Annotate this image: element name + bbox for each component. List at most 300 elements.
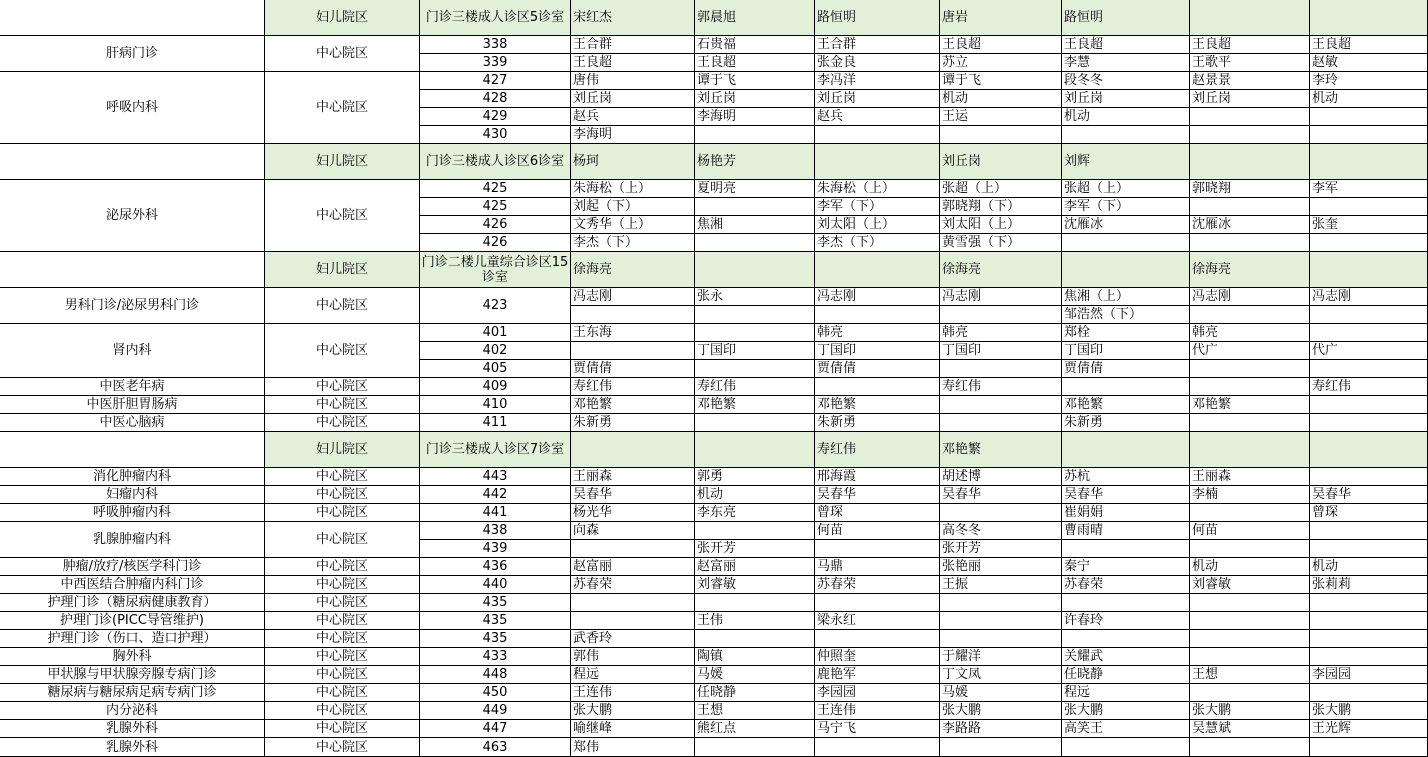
doctor-cell[interactable] [1310,738,1428,757]
room-cell[interactable]: 463 [420,738,571,757]
doctor-cell[interactable] [1190,144,1310,180]
doctor-cell[interactable] [1190,648,1310,666]
doctor-cell[interactable] [1310,684,1428,702]
doctor-cell[interactable]: 郭伟 [571,648,695,666]
campus-cell[interactable]: 中心院区 [265,594,420,612]
room-cell[interactable]: 409 [420,378,571,396]
doctor-cell[interactable] [940,414,1062,432]
doctor-cell[interactable]: 文秀华（上） [571,216,695,234]
department-cell[interactable]: 泌尿外科 [0,180,265,252]
room-cell[interactable]: 门诊三楼成人诊区6诊室 [420,144,571,180]
doctor-cell[interactable]: 冯志刚 [940,288,1062,306]
doctor-cell[interactable]: 吴春华 [940,486,1062,504]
doctor-cell[interactable]: 刘丘岗 [940,144,1062,180]
room-cell[interactable]: 402 [420,342,571,360]
campus-cell[interactable]: 中心院区 [265,702,420,720]
doctor-cell[interactable]: 刘睿敏 [695,576,815,594]
doctor-cell[interactable] [571,306,695,324]
doctor-cell[interactable]: 关耀武 [1062,648,1190,666]
doctor-cell[interactable]: 路恒明 [1062,0,1190,36]
doctor-cell[interactable]: 曾琛 [815,504,940,522]
doctor-cell[interactable] [1310,252,1428,288]
doctor-cell[interactable] [571,594,695,612]
campus-cell[interactable]: 中心院区 [265,720,420,738]
doctor-cell[interactable] [815,630,940,648]
campus-cell[interactable]: 中心院区 [265,468,420,486]
doctor-cell[interactable]: 马鼎 [815,558,940,576]
doctor-cell[interactable]: 王振 [940,576,1062,594]
doctor-cell[interactable] [695,306,815,324]
doctor-cell[interactable]: 苏春荣 [1062,576,1190,594]
doctor-cell[interactable]: 杨光华 [571,504,695,522]
doctor-cell[interactable]: 赵兵 [571,108,695,126]
doctor-cell[interactable]: 胡述博 [940,468,1062,486]
doctor-cell[interactable]: 张大鹏 [1062,702,1190,720]
doctor-cell[interactable]: 曾琛 [1310,504,1428,522]
doctor-cell[interactable] [815,594,940,612]
doctor-cell[interactable]: 王良超 [1310,36,1428,54]
doctor-cell[interactable] [815,144,940,180]
doctor-cell[interactable]: 沈雁冰 [1062,216,1190,234]
room-cell[interactable]: 门诊三楼成人诊区7诊室 [420,432,571,468]
campus-cell[interactable]: 中心院区 [265,180,420,252]
doctor-cell[interactable]: 焦湘 [695,216,815,234]
doctor-cell[interactable]: 张奎 [1310,216,1428,234]
doctor-cell[interactable]: 王丽森 [1190,468,1310,486]
doctor-cell[interactable] [1310,198,1428,216]
doctor-cell[interactable] [1062,378,1190,396]
doctor-cell[interactable]: 武香玲 [571,630,695,648]
doctor-cell[interactable]: 任晓静 [695,684,815,702]
doctor-cell[interactable]: 路恒明 [815,0,940,36]
doctor-cell[interactable]: 邢海霞 [815,468,940,486]
doctor-cell[interactable]: 李慧 [1062,54,1190,72]
doctor-cell[interactable]: 赵富丽 [695,558,815,576]
doctor-cell[interactable] [1190,234,1310,252]
campus-cell[interactable]: 妇儿院区 [265,252,420,288]
doctor-cell[interactable] [695,126,815,144]
department-cell[interactable]: 糖尿病与糖尿病足病专病门诊 [0,684,265,702]
room-cell[interactable]: 338 [420,36,571,54]
doctor-cell[interactable] [1310,324,1428,342]
doctor-cell[interactable]: 吴春华 [1310,486,1428,504]
doctor-cell[interactable] [695,738,815,757]
doctor-cell[interactable] [571,342,695,360]
doctor-cell[interactable] [1062,432,1190,468]
doctor-cell[interactable]: 李军 [1310,180,1428,198]
doctor-cell[interactable] [940,738,1062,757]
doctor-cell[interactable] [815,378,940,396]
doctor-cell[interactable]: 王合群 [571,36,695,54]
doctor-cell[interactable] [1190,540,1310,558]
department-cell[interactable]: 肝病门诊 [0,36,265,72]
doctor-cell[interactable]: 喻继峰 [571,720,695,738]
doctor-cell[interactable]: 邓艳繁 [1062,396,1190,414]
doctor-cell[interactable]: 秦宁 [1062,558,1190,576]
doctor-cell[interactable]: 张艳丽 [940,558,1062,576]
doctor-cell[interactable] [940,396,1062,414]
department-cell[interactable] [0,144,265,180]
campus-cell[interactable]: 中心院区 [265,72,420,144]
room-cell[interactable]: 435 [420,594,571,612]
doctor-cell[interactable]: 李冯洋 [815,72,940,90]
doctor-cell[interactable] [1310,612,1428,630]
doctor-cell[interactable]: 焦湘（上） [1062,288,1190,306]
room-cell[interactable]: 425 [420,180,571,198]
campus-cell[interactable]: 中心院区 [265,486,420,504]
doctor-cell[interactable]: 郭晓翔 [1190,180,1310,198]
doctor-cell[interactable]: 高冬冬 [940,522,1062,540]
doctor-cell[interactable]: 寿红伟 [815,432,940,468]
department-cell[interactable]: 甲状腺与甲状腺旁腺专病门诊 [0,666,265,684]
doctor-cell[interactable]: 王光辉 [1310,720,1428,738]
doctor-cell[interactable]: 王连伟 [571,684,695,702]
room-cell[interactable]: 429 [420,108,571,126]
campus-cell[interactable]: 妇儿院区 [265,144,420,180]
doctor-cell[interactable] [1190,738,1310,757]
doctor-cell[interactable] [815,126,940,144]
doctor-cell[interactable] [1190,126,1310,144]
doctor-cell[interactable] [1062,234,1190,252]
campus-cell[interactable]: 中心院区 [265,666,420,684]
doctor-cell[interactable]: 邓艳繁 [1190,396,1310,414]
doctor-cell[interactable]: 王良超 [571,54,695,72]
doctor-cell[interactable]: 李玲 [1310,72,1428,90]
doctor-cell[interactable] [1190,612,1310,630]
room-cell[interactable]: 401 [420,324,571,342]
doctor-cell[interactable]: 刘丘岗 [1062,90,1190,108]
doctor-cell[interactable] [571,612,695,630]
room-cell[interactable]: 339 [420,54,571,72]
doctor-cell[interactable]: 李路路 [940,720,1062,738]
doctor-cell[interactable] [1062,540,1190,558]
room-cell[interactable]: 442 [420,486,571,504]
doctor-cell[interactable]: 杨珂 [571,144,695,180]
doctor-cell[interactable]: 崔娟娟 [1062,504,1190,522]
doctor-cell[interactable]: 刘丘岗 [815,90,940,108]
doctor-cell[interactable]: 程远 [1062,684,1190,702]
doctor-cell[interactable] [1190,198,1310,216]
doctor-cell[interactable] [1190,432,1310,468]
doctor-cell[interactable]: 朱新勇 [1062,414,1190,432]
doctor-cell[interactable]: 丁国印 [1062,342,1190,360]
doctor-cell[interactable] [1310,108,1428,126]
doctor-cell[interactable]: 王良超 [1190,36,1310,54]
room-cell[interactable]: 门诊三楼成人诊区5诊室 [420,0,571,36]
doctor-cell[interactable]: 吴春华 [1062,486,1190,504]
doctor-cell[interactable]: 何苗 [815,522,940,540]
doctor-cell[interactable]: 李军（下） [815,198,940,216]
campus-cell[interactable]: 妇儿院区 [265,432,420,468]
doctor-cell[interactable] [695,198,815,216]
doctor-cell[interactable]: 苏立 [940,54,1062,72]
doctor-cell[interactable]: 李楠 [1190,486,1310,504]
doctor-cell[interactable]: 邓艳繁 [571,396,695,414]
doctor-cell[interactable]: 吴春华 [571,486,695,504]
department-cell[interactable]: 肾内科 [0,324,265,378]
doctor-cell[interactable]: 郑伟 [571,738,695,757]
doctor-cell[interactable]: 王伟 [695,612,815,630]
doctor-cell[interactable]: 张超（上） [1062,180,1190,198]
campus-cell[interactable]: 中心院区 [265,288,420,324]
room-cell[interactable]: 门诊二楼儿童综合诊区15诊室 [420,252,571,288]
campus-cell[interactable]: 妇儿院区 [265,0,420,36]
doctor-cell[interactable]: 王良超 [1062,36,1190,54]
room-cell[interactable]: 430 [420,126,571,144]
doctor-cell[interactable] [1310,468,1428,486]
campus-cell[interactable]: 中心院区 [265,36,420,72]
room-cell[interactable]: 425 [420,198,571,216]
doctor-cell[interactable]: 寿红伟 [940,378,1062,396]
doctor-cell[interactable] [1062,630,1190,648]
doctor-cell[interactable] [1310,540,1428,558]
doctor-cell[interactable] [1310,630,1428,648]
doctor-cell[interactable] [815,252,940,288]
doctor-cell[interactable] [1310,414,1428,432]
campus-cell[interactable]: 中心院区 [265,630,420,648]
department-cell[interactable] [0,432,265,468]
doctor-cell[interactable]: 冯志刚 [1310,288,1428,306]
department-cell[interactable]: 乳腺外科 [0,738,265,757]
doctor-cell[interactable]: 寿红伟 [1310,378,1428,396]
room-cell[interactable]: 440 [420,576,571,594]
doctor-cell[interactable] [695,522,815,540]
doctor-cell[interactable]: 徐海亮 [940,252,1062,288]
doctor-cell[interactable] [695,630,815,648]
doctor-cell[interactable]: 唐岩 [940,0,1062,36]
room-cell[interactable]: 443 [420,468,571,486]
doctor-cell[interactable]: 王歌平 [1190,54,1310,72]
doctor-cell[interactable]: 赵兵 [815,108,940,126]
department-cell[interactable] [0,252,265,288]
doctor-cell[interactable]: 郭晓翔（下） [940,198,1062,216]
doctor-cell[interactable] [1310,432,1428,468]
doctor-cell[interactable] [1062,738,1190,757]
doctor-cell[interactable]: 熊红点 [695,720,815,738]
doctor-cell[interactable]: 张永 [695,288,815,306]
doctor-cell[interactable]: 朱新勇 [815,414,940,432]
doctor-cell[interactable]: 贾倩倩 [1062,360,1190,378]
doctor-cell[interactable] [1190,414,1310,432]
doctor-cell[interactable]: 贾倩倩 [815,360,940,378]
doctor-cell[interactable]: 李杰（下） [571,234,695,252]
department-cell[interactable]: 护理门诊(PICC导管维护) [0,612,265,630]
doctor-cell[interactable]: 刘丘岗 [1190,90,1310,108]
doctor-cell[interactable]: 王良超 [940,36,1062,54]
doctor-cell[interactable] [695,252,815,288]
room-cell[interactable]: 447 [420,720,571,738]
doctor-cell[interactable]: 陶镇 [695,648,815,666]
doctor-cell[interactable]: 宋红杰 [571,0,695,36]
doctor-cell[interactable]: 机动 [1062,108,1190,126]
doctor-cell[interactable] [1190,378,1310,396]
doctor-cell[interactable]: 吴慧斌 [1190,720,1310,738]
room-cell[interactable]: 450 [420,684,571,702]
doctor-cell[interactable]: 王连伟 [815,702,940,720]
doctor-cell[interactable]: 王丽森 [571,468,695,486]
doctor-cell[interactable] [695,414,815,432]
doctor-cell[interactable]: 机动 [1310,90,1428,108]
doctor-cell[interactable]: 王想 [695,702,815,720]
room-cell[interactable]: 449 [420,702,571,720]
doctor-cell[interactable] [1310,144,1428,180]
doctor-cell[interactable] [940,306,1062,324]
doctor-cell[interactable]: 代广 [1310,342,1428,360]
department-cell[interactable]: 胸外科 [0,648,265,666]
room-cell[interactable]: 426 [420,234,571,252]
department-cell[interactable]: 内分泌科 [0,702,265,720]
doctor-cell[interactable] [1190,504,1310,522]
doctor-cell[interactable]: 程远 [571,666,695,684]
doctor-cell[interactable] [940,126,1062,144]
doctor-cell[interactable]: 张金良 [815,54,940,72]
room-cell[interactable]: 405 [420,360,571,378]
room-cell[interactable]: 435 [420,612,571,630]
doctor-cell[interactable] [1310,522,1428,540]
room-cell[interactable]: 427 [420,72,571,90]
doctor-cell[interactable]: 刘睿敏 [1190,576,1310,594]
doctor-cell[interactable]: 梁永红 [815,612,940,630]
doctor-cell[interactable]: 李杰（下） [815,234,940,252]
doctor-cell[interactable]: 于耀洋 [940,648,1062,666]
doctor-cell[interactable]: 刘太阳（上） [940,216,1062,234]
doctor-cell[interactable] [1190,108,1310,126]
doctor-cell[interactable]: 王东海 [571,324,695,342]
doctor-cell[interactable] [695,234,815,252]
doctor-cell[interactable]: 鹿艳军 [815,666,940,684]
doctor-cell[interactable] [695,432,815,468]
campus-cell[interactable]: 中心院区 [265,504,420,522]
doctor-cell[interactable]: 丁国印 [695,342,815,360]
room-cell[interactable]: 439 [420,540,571,558]
room-cell[interactable]: 448 [420,666,571,684]
doctor-cell[interactable] [1190,630,1310,648]
doctor-cell[interactable]: 夏明亮 [695,180,815,198]
department-cell[interactable]: 呼吸内科 [0,72,265,144]
doctor-cell[interactable]: 张大鹏 [1190,702,1310,720]
doctor-cell[interactable]: 李军（下） [1062,198,1190,216]
doctor-cell[interactable]: 谭于飞 [940,72,1062,90]
doctor-cell[interactable] [1190,360,1310,378]
department-cell[interactable]: 中医肝胆胃肠病 [0,396,265,414]
doctor-cell[interactable]: 马媛 [695,666,815,684]
campus-cell[interactable]: 中心院区 [265,648,420,666]
campus-cell[interactable]: 中心院区 [265,558,420,576]
doctor-cell[interactable] [815,306,940,324]
doctor-cell[interactable]: 代广 [1190,342,1310,360]
doctor-cell[interactable]: 许春玲 [1062,612,1190,630]
doctor-cell[interactable]: 贾倩倩 [571,360,695,378]
doctor-cell[interactable]: 朱海松（上） [571,180,695,198]
department-cell[interactable]: 乳腺外科 [0,720,265,738]
doctor-cell[interactable]: 李海明 [695,108,815,126]
doctor-cell[interactable]: 马媛 [940,684,1062,702]
doctor-cell[interactable] [695,360,815,378]
doctor-cell[interactable]: 邹浩然（下） [1062,306,1190,324]
doctor-cell[interactable]: 朱海松（上） [815,180,940,198]
room-cell[interactable]: 438 [420,522,571,540]
department-cell[interactable]: 护理门诊（糖尿病健康教育） [0,594,265,612]
room-cell[interactable]: 436 [420,558,571,576]
department-cell[interactable]: 护理门诊（伤口、造口护理） [0,630,265,648]
department-cell[interactable]: 中西医结合肿瘤内科门诊 [0,576,265,594]
doctor-cell[interactable]: 朱新勇 [571,414,695,432]
doctor-cell[interactable]: 张大鹏 [1310,702,1428,720]
doctor-cell[interactable]: 丁国印 [940,342,1062,360]
doctor-cell[interactable]: 黄雪强（下） [940,234,1062,252]
room-cell[interactable]: 441 [420,504,571,522]
doctor-cell[interactable]: 刘辉 [1062,144,1190,180]
doctor-cell[interactable]: 吴春华 [815,486,940,504]
doctor-cell[interactable]: 机动 [940,90,1062,108]
doctor-cell[interactable] [815,540,940,558]
doctor-cell[interactable] [940,594,1062,612]
doctor-cell[interactable]: 刘丘岗 [571,90,695,108]
doctor-cell[interactable]: 郑栓 [1062,324,1190,342]
doctor-cell[interactable]: 何苗 [1190,522,1310,540]
doctor-cell[interactable]: 韩亮 [815,324,940,342]
room-cell[interactable]: 433 [420,648,571,666]
doctor-cell[interactable]: 谭于飞 [695,72,815,90]
doctor-cell[interactable]: 李园园 [815,684,940,702]
campus-cell[interactable]: 中心院区 [265,396,420,414]
campus-cell[interactable]: 中心院区 [265,522,420,558]
doctor-cell[interactable]: 机动 [1190,558,1310,576]
doctor-cell[interactable] [1310,594,1428,612]
department-cell[interactable] [0,0,265,36]
doctor-cell[interactable]: 石贵福 [695,36,815,54]
room-cell[interactable]: 426 [420,216,571,234]
doctor-cell[interactable]: 刘起（下） [571,198,695,216]
doctor-cell[interactable] [695,324,815,342]
room-cell[interactable]: 435 [420,630,571,648]
doctor-cell[interactable]: 冯志刚 [815,288,940,306]
doctor-cell[interactable]: 张大鹏 [940,702,1062,720]
doctor-cell[interactable]: 唐伟 [571,72,695,90]
doctor-cell[interactable]: 苏春荣 [815,576,940,594]
doctor-cell[interactable] [1062,252,1190,288]
doctor-cell[interactable] [940,360,1062,378]
department-cell[interactable]: 男科门诊/泌尿男科门诊 [0,288,265,324]
doctor-cell[interactable]: 赵景景 [1190,72,1310,90]
doctor-cell[interactable] [1310,0,1428,36]
department-cell[interactable]: 呼吸肿瘤内科 [0,504,265,522]
doctor-cell[interactable]: 寿红伟 [695,378,815,396]
doctor-cell[interactable] [1062,594,1190,612]
doctor-cell[interactable] [940,630,1062,648]
doctor-cell[interactable]: 刘太阳（上） [815,216,940,234]
doctor-cell[interactable]: 邓艳繁 [695,396,815,414]
doctor-cell[interactable]: 丁国印 [815,342,940,360]
doctor-cell[interactable] [815,738,940,757]
doctor-cell[interactable] [1310,396,1428,414]
doctor-cell[interactable]: 邓艳繁 [940,432,1062,468]
campus-cell[interactable]: 中心院区 [265,414,420,432]
doctor-cell[interactable]: 苏春荣 [571,576,695,594]
campus-cell[interactable]: 中心院区 [265,324,420,378]
doctor-cell[interactable]: 韩亮 [940,324,1062,342]
department-cell[interactable]: 中医心脑病 [0,414,265,432]
doctor-cell[interactable]: 徐海亮 [571,252,695,288]
doctor-cell[interactable]: 李园园 [1310,666,1428,684]
doctor-cell[interactable]: 向森 [571,522,695,540]
doctor-cell[interactable] [1190,0,1310,36]
doctor-cell[interactable] [1310,306,1428,324]
doctor-cell[interactable]: 韩亮 [1190,324,1310,342]
doctor-cell[interactable]: 张超（上） [940,180,1062,198]
doctor-cell[interactable]: 曹雨晴 [1062,522,1190,540]
doctor-cell[interactable]: 马宁飞 [815,720,940,738]
